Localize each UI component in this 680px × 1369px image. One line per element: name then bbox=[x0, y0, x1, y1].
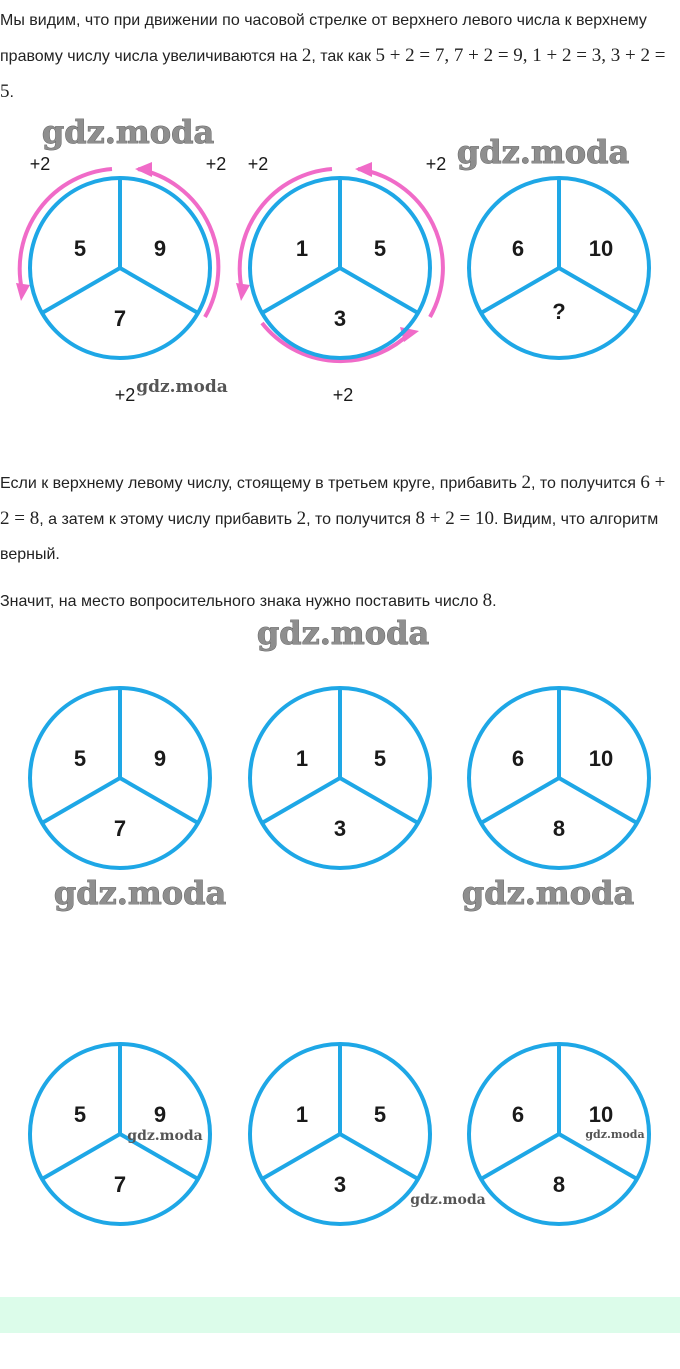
number-circle-1 bbox=[30, 688, 210, 868]
circle-number-right: 10 bbox=[588, 745, 614, 771]
number-circle-2 bbox=[250, 178, 430, 358]
circle-number-right: 10 bbox=[588, 1101, 614, 1127]
circle-number-bottom: 7 bbox=[113, 305, 127, 331]
watermark: gdz.moda bbox=[461, 874, 635, 912]
number-circle-2 bbox=[250, 1044, 430, 1224]
watermark: gdz.moda bbox=[127, 1128, 203, 1144]
circle-number-right: 9 bbox=[153, 235, 167, 261]
circle-number-left: 1 bbox=[295, 1101, 309, 1127]
plus-two-label: +2 bbox=[114, 384, 136, 405]
watermark: gdz.moda bbox=[53, 874, 227, 912]
plus-two-label: +2 bbox=[425, 153, 447, 174]
math-expression: 8 bbox=[482, 590, 493, 611]
paragraph-text: , так как bbox=[311, 48, 376, 65]
circle-number-left: 1 bbox=[295, 235, 309, 261]
circle-number-right: 9 bbox=[153, 745, 167, 771]
paragraph-text: . bbox=[9, 84, 14, 101]
circle-number-bottom: 8 bbox=[552, 1171, 566, 1197]
circle-number-left: 5 bbox=[73, 1101, 87, 1127]
plus-two-label: +2 bbox=[205, 153, 227, 174]
watermark: gdz.moda bbox=[41, 113, 215, 151]
math-expression: 2 bbox=[521, 472, 531, 493]
paragraph-text: Если к верхнему левому числу, стоящему в третьем круге, прибавить bbox=[0, 475, 522, 492]
footer-bar bbox=[0, 1297, 680, 1333]
explanation-paragraph-2 bbox=[0, 465, 670, 572]
number-circle-3 bbox=[469, 688, 649, 868]
circle-number-left: 1 bbox=[295, 745, 309, 771]
number-circle-3 bbox=[469, 178, 649, 358]
circle-number-right: 5 bbox=[373, 235, 387, 261]
circle-number-left: 6 bbox=[511, 1101, 525, 1127]
number-circle-1 bbox=[30, 178, 210, 358]
paragraph-text: . bbox=[492, 593, 497, 610]
number-circle-2 bbox=[250, 688, 430, 868]
explanation-paragraph-1 bbox=[0, 3, 670, 110]
paragraph-text: , то получится bbox=[306, 511, 416, 528]
circle-number-left: 5 bbox=[73, 235, 87, 261]
paragraph-text: . Видим, что алгоритм верный. bbox=[0, 511, 659, 563]
circle-number-bottom: 3 bbox=[333, 305, 347, 331]
watermark: gdz.moda bbox=[136, 377, 228, 397]
math-expression: 5 + 2 = 7, 7 + 2 = 9, 1 + 2 = 3, 3 + 2 = 5 bbox=[0, 45, 666, 102]
circle-number-left: 5 bbox=[73, 745, 87, 771]
math-expression: 8 + 2 = 10 bbox=[415, 508, 494, 529]
math-expression: 2 bbox=[301, 45, 312, 66]
circle-number-bottom: 8 bbox=[552, 815, 566, 841]
plus-two-label: +2 bbox=[29, 153, 51, 174]
math-expression: 6 + 2 = 8 bbox=[0, 472, 666, 529]
circle-number-right: 10 bbox=[588, 235, 614, 261]
circle-number-bottom: 3 bbox=[333, 1171, 347, 1197]
circle-number-bottom: 3 bbox=[333, 815, 347, 841]
paragraph-text: , то получится bbox=[530, 475, 641, 492]
paragraph-text: Мы видим, что при движении по часовой стрелке от верхнего левого числа к верхнему правому числу числа увеличиваются на bbox=[0, 12, 647, 65]
figure-circles-repeat bbox=[0, 1030, 680, 1240]
figure-circles-with-arrows bbox=[0, 105, 680, 415]
watermark: gdz.moda bbox=[456, 133, 630, 171]
plus-two-label: +2 bbox=[247, 153, 269, 174]
watermark: gdz.moda bbox=[410, 1192, 486, 1208]
circle-number-right: 5 bbox=[373, 745, 387, 771]
circle-number-right: 5 bbox=[373, 1101, 387, 1127]
clockwise-arrows-1 bbox=[16, 162, 218, 317]
plus-two-label: +2 bbox=[332, 384, 354, 405]
paragraph-text: Значит, на место вопросительного знака нужно поставить число bbox=[0, 593, 483, 610]
circle-number-right: 9 bbox=[153, 1101, 167, 1127]
circle-number-bottom: 7 bbox=[113, 815, 127, 841]
figure-circles-answer bbox=[0, 610, 680, 920]
watermark: gdz.moda bbox=[256, 614, 430, 652]
circle-number-left: 6 bbox=[511, 235, 525, 261]
watermark: gdz.moda bbox=[585, 1128, 645, 1141]
circle-number-left: 6 bbox=[511, 745, 525, 771]
circle-number-bottom: 7 bbox=[113, 1171, 127, 1197]
circle-number-unknown: ? bbox=[552, 298, 566, 324]
math-expression: 2 bbox=[296, 508, 307, 529]
paragraph-text: , а затем к этому числу прибавить bbox=[39, 511, 297, 528]
